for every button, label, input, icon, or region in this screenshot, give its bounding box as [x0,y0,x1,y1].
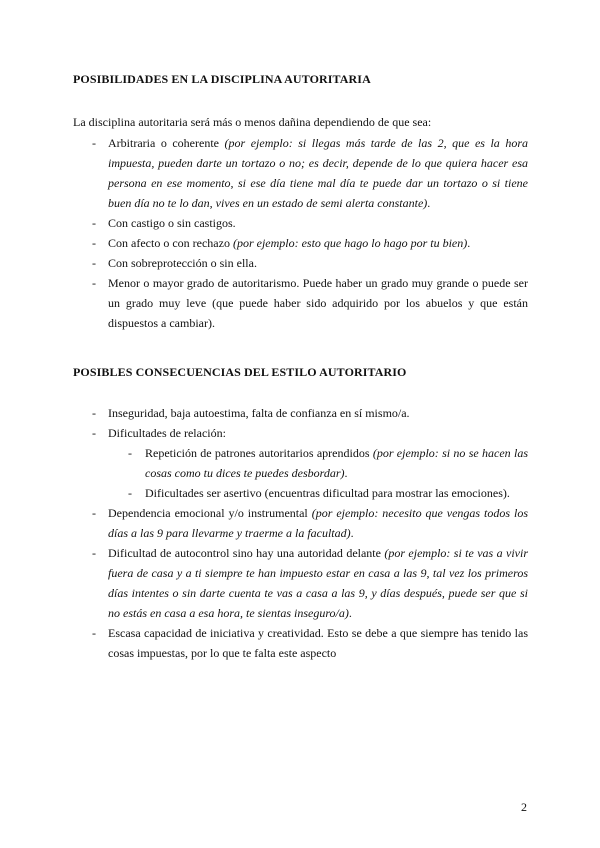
section1-list [73,133,528,333]
list-item [73,423,528,503]
item-text: Con sobreprotección o sin ella. [108,256,257,270]
item-text: Escasa capacidad de iniciativa y creatividad. Esto se debe a que siempre has tenido las cosas impuestas, por lo que te falta este aspecto [108,626,528,660]
section1-intro: La disciplina autoritaria será más o menos dañina dependiendo de que sea: [73,115,432,129]
list-item [73,543,528,623]
item-text: Dependencia emocional y/o instrumental [108,506,312,520]
item-text: Menor o mayor grado de autoritarismo. Puede haber un grado muy grande o puede ser un grado muy leve (que puede haber sido adquirido por los abuelos y que están dispuestos a cambiar). [108,276,528,330]
item-text: Dificultades ser asertivo (encuentras dificultad para mostrar las emociones). [145,486,510,500]
list-item [73,623,528,663]
sublist-item [108,483,528,503]
list-item [73,213,528,233]
section2-title: POSIBLES CONSECUENCIAS DEL ESTILO AUTORITARIO [73,365,407,379]
list-item [73,133,528,213]
item-text: Con castigo o sin castigos. [108,216,236,230]
sublist-item [108,443,528,483]
item-after: . [344,466,348,480]
item-text: Dificultad de autocontrol sino hay una autoridad delante [108,546,385,560]
item-text: Dificultades de relación: [108,426,226,440]
sublist [108,443,528,503]
item-text: Arbitraria o coherente [108,136,225,150]
item-after: . [427,196,431,210]
item-example: (por ejemplo: necesito que vengas todos los días a las 9 para llevarme y traerme a la facultad) [108,506,529,540]
list-item [73,503,528,543]
page-number: 2 [521,800,527,814]
item-example: (por ejemplo: esto que hago lo hago por tu bien) [232,236,468,250]
item-example: (por ejemplo: si te vas a vivir fuera de casa y a ti siempre te han impuesto estar en casa a las 9, tal vez los primeros días intentes o sin darte cuenta te vas a casa a las 9, y días después, puede ser que si no estás en casa a esa hora, te sientas inseguro/a) [108,546,528,620]
list-item [73,233,528,253]
item-after: . [467,236,471,250]
item-example: (por ejemplo: si llegas más tarde de las 2, que es la hora impuesta, pueden darte un tortazo o no; es decir, depende de lo que quiera hacer esa persona en ese momento, si ese día tiene mal día te puede dar un tortazo o si tiene buen día no te lo dan, vives en un estado de semi alerta constante) [108,136,528,210]
list-item [73,403,528,423]
section2-list [73,403,528,663]
list-item [73,253,528,273]
item-example: (por ejemplo: si no se hacen las cosas como tu dices te puedes desbordar) [145,446,528,480]
item-after: . [350,526,354,540]
item-text: Repetición de patrones autoritarios aprendidos [145,446,373,460]
item-text: Inseguridad, baja autoestima, falta de confianza en sí mismo/a. [108,406,410,420]
list-item [73,273,528,333]
section1-title: POSIBILIDADES EN LA DISCIPLINA AUTORITARIA [73,72,371,86]
item-text: Con afecto o con rechazo [108,236,233,250]
item-after: . [348,606,352,620]
